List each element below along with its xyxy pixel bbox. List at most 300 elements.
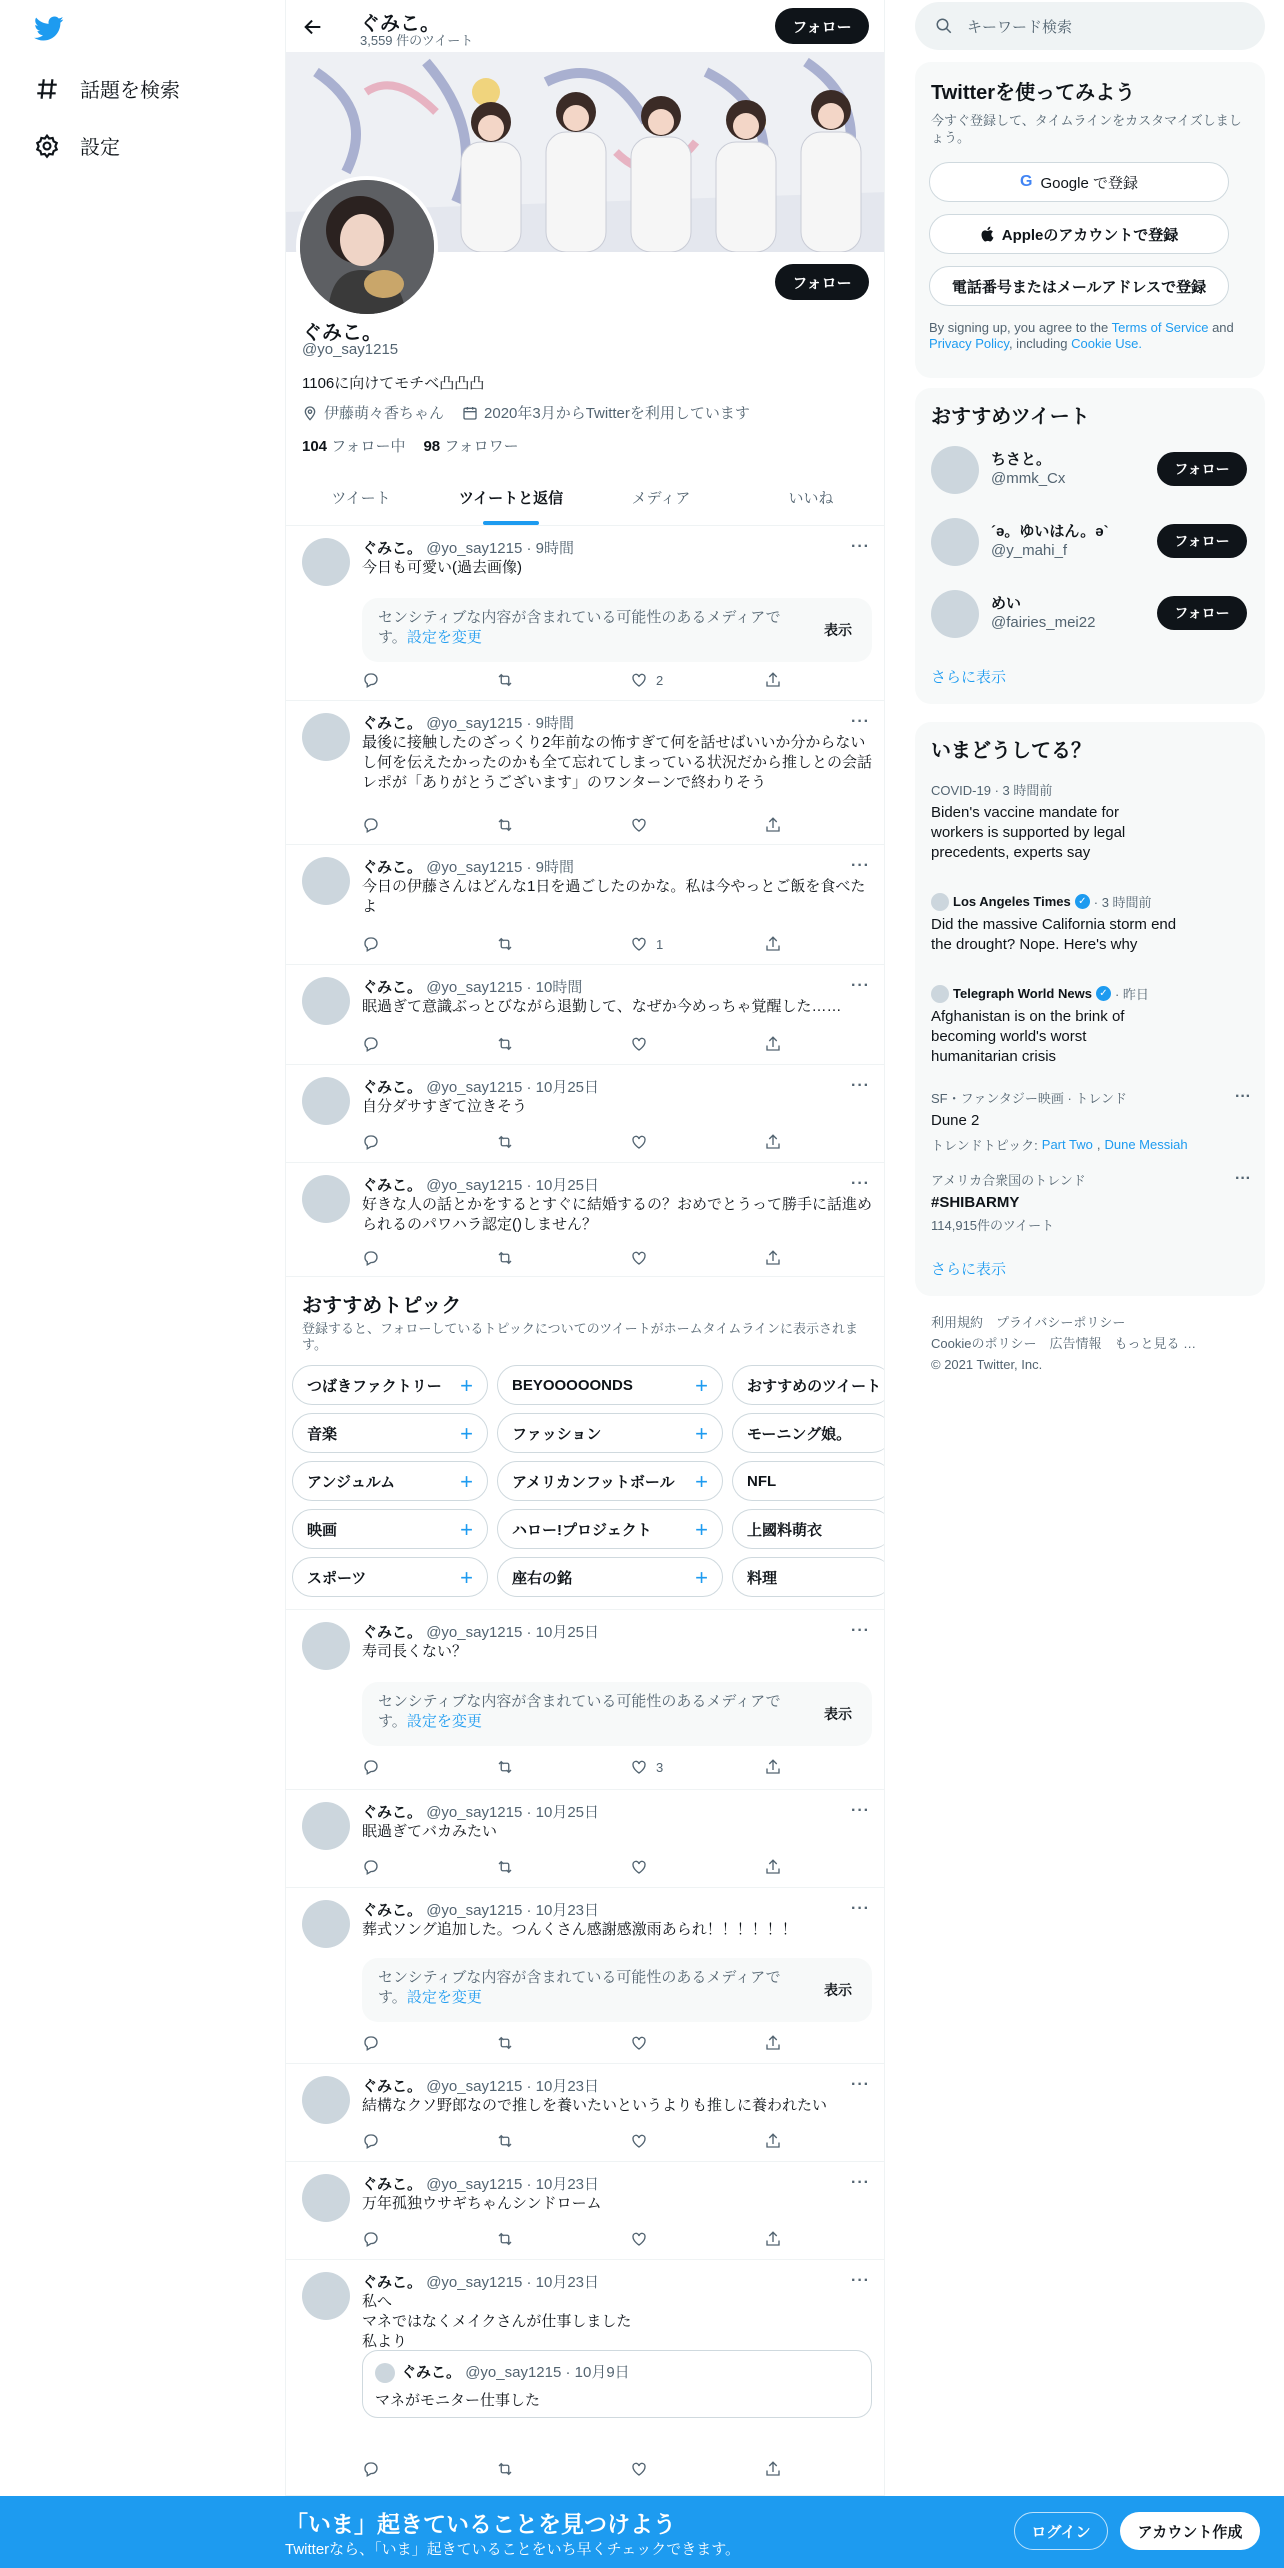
tab-tweets[interactable]: ツイート: [331, 490, 391, 507]
tweet-text: 葬式ソング追加した。つんくさん感謝感激雨あられ！！！！！！: [362, 1921, 797, 1938]
like-button[interactable]: [630, 816, 656, 834]
trend-headline: Did the massive California storm end the drought? Nope. Here's why: [931, 916, 1177, 953]
reply-button[interactable]: [362, 1858, 380, 1876]
following-label: フォロー中: [331, 438, 406, 455]
tweet-more-icon[interactable]: ···: [851, 538, 870, 555]
tweet-author-name[interactable]: ぐみこ。: [362, 859, 423, 876]
tweet-actions: [362, 2230, 782, 2250]
profile-tabs: [286, 470, 885, 526]
share-button[interactable]: [764, 1035, 782, 1053]
reply-button[interactable]: [362, 1249, 380, 1267]
topic-chip-label: おすすめのツイート: [747, 1377, 882, 1395]
tweet-author-name[interactable]: ぐみこ。: [362, 715, 423, 732]
reply-button[interactable]: [362, 2460, 380, 2478]
like-button[interactable]: [630, 1133, 656, 1151]
tweet-more-icon[interactable]: ···: [851, 2076, 870, 2093]
user-follow-button[interactable]: フォロー: [1157, 596, 1247, 630]
topic-chip[interactable]: [292, 1461, 488, 1501]
share-button[interactable]: [764, 1133, 782, 1151]
main-column: [285, 0, 885, 2568]
topic-chip[interactable]: [292, 1365, 488, 1405]
trend-item[interactable]: [931, 1170, 1251, 1234]
user-avatar[interactable]: [931, 590, 979, 638]
reply-button[interactable]: [362, 935, 380, 953]
footer-links-2[interactable]: Cookieのポリシー 広告情報 もっと見る …: [931, 1336, 1197, 1351]
topic-chip[interactable]: [497, 1413, 723, 1453]
share-icon: [764, 671, 782, 689]
terms-and: and: [1212, 320, 1234, 335]
tweet[interactable]: [286, 1790, 885, 1888]
tweet-author-handle: @yo_say1215: [426, 1804, 523, 1821]
reply-button[interactable]: [362, 2230, 380, 2248]
tweet-time[interactable]: 10月25日: [535, 1624, 600, 1641]
tweet[interactable]: [286, 2162, 885, 2260]
tweet-time[interactable]: 10時間: [535, 979, 583, 996]
topic-chip-label: 座右の銘: [512, 1569, 573, 1587]
share-button[interactable]: [764, 2230, 782, 2248]
tweet-separator: ·: [522, 1804, 536, 1821]
topic-chip[interactable]: [497, 1461, 723, 1501]
plus-icon: +: [695, 1373, 708, 1398]
topic-chip[interactable]: [732, 1557, 885, 1597]
tweet-text: 自分ダサすぎて泣きそう: [362, 1098, 528, 1115]
share-icon: [764, 1758, 782, 1776]
like-button[interactable]: [630, 1249, 656, 1267]
retweet-button[interactable]: [496, 2230, 514, 2248]
trend-meta: アメリカ合衆国のトレンド: [931, 1173, 1086, 1188]
topic-chip-label: モーニング娘。: [747, 1425, 852, 1443]
like-button[interactable]: [630, 2034, 656, 2052]
followers-label: フォロワー: [444, 438, 519, 455]
recommend-show-more[interactable]: さらに表示: [931, 669, 1007, 686]
retweet-button[interactable]: [496, 1858, 514, 1876]
share-button[interactable]: [764, 1858, 782, 1876]
share-button[interactable]: [764, 1758, 782, 1776]
trend-more-icon[interactable]: ···: [1235, 1170, 1251, 1187]
tweet-text: 好きな人の話とかをするとすぐに結婚するの？おめでとうって勝手に話進められるのパワハラ認定()しません？: [362, 1196, 873, 1233]
plus-icon: +: [695, 1565, 708, 1590]
tweet-author-name[interactable]: ぐみこ。: [362, 1804, 423, 1821]
user-name: めい: [991, 595, 1022, 612]
terms-link[interactable]: Terms of Service: [1111, 320, 1209, 335]
tweet-avatar[interactable]: [302, 2076, 350, 2124]
like-heart-icon: [630, 1035, 648, 1053]
retweet-button[interactable]: [496, 1758, 514, 1776]
tweet-header: [362, 2075, 599, 2096]
tweet-time[interactable]: 10月25日: [535, 1079, 600, 1096]
sensitive-settings-link[interactable]: 設定を変更: [406, 1713, 482, 1730]
signup-button[interactable]: アカウント作成: [1120, 2512, 1260, 2550]
reply-icon: [362, 1035, 380, 1053]
tweet-more-icon[interactable]: ···: [851, 2174, 870, 2191]
share-button[interactable]: [764, 2132, 782, 2150]
trend-count: 114,915件のツイート: [931, 1218, 1055, 1233]
cookie-link[interactable]: Cookie Use.: [1071, 336, 1142, 351]
signup-box: [915, 62, 1265, 378]
share-button[interactable]: [764, 2460, 782, 2478]
reply-icon: [362, 935, 380, 953]
tweet-text: 眠過ぎてバカみたい: [362, 1823, 498, 1840]
tweet[interactable]: [286, 1610, 885, 1790]
topic-chip[interactable]: [732, 1461, 885, 1501]
sensitive-show-button[interactable]: 表示: [824, 1706, 852, 1722]
retweet-button[interactable]: [496, 816, 514, 834]
tweet-time[interactable]: 10月23日: [535, 2274, 600, 2291]
retweet-icon: [496, 935, 514, 953]
trend-item[interactable]: [931, 892, 1251, 955]
user-follow-button[interactable]: フォロー: [1157, 524, 1247, 558]
hashtag-icon: [34, 76, 60, 102]
quote-text: マネがモニター仕事した: [375, 2392, 541, 2410]
topics-title: おすすめトピック: [302, 1295, 462, 1317]
tweet-text: 万年孤独ウサギちゃんシンドローム: [362, 2195, 602, 2212]
tweet-time[interactable]: 10月25日: [535, 1177, 600, 1194]
user-follow-button[interactable]: フォロー: [1157, 452, 1247, 486]
tweet-avatar[interactable]: [302, 2272, 350, 2320]
sensitive-text: センシティブな内容が含まれている可能性のあるメディアです。: [378, 1969, 781, 2006]
tweet[interactable]: [286, 526, 885, 701]
tweet-actions: [362, 1249, 782, 1269]
topic-chip-label: アメリカンフットボール: [512, 1473, 675, 1491]
like-count: 3: [656, 1759, 664, 1775]
tweet-author-handle: @yo_say1215: [426, 859, 523, 876]
tweet-separator: ·: [522, 1624, 536, 1641]
reply-button[interactable]: [362, 816, 380, 834]
reply-button[interactable]: [362, 671, 380, 689]
tweet[interactable]: [286, 1888, 885, 2064]
like-heart-icon: [630, 1133, 648, 1151]
topic-chip-label: ハロー!プロジェクト: [512, 1521, 652, 1539]
nav-explore[interactable]: [34, 74, 180, 103]
tweet-more-icon[interactable]: ···: [851, 857, 870, 874]
sensitive-settings-link[interactable]: 設定を変更: [406, 629, 482, 646]
share-icon: [764, 1858, 782, 1876]
tweet-avatar[interactable]: [302, 857, 350, 905]
reply-button[interactable]: [362, 2034, 380, 2052]
tweet-more-icon[interactable]: ···: [851, 977, 870, 994]
tweet-time[interactable]: 10月23日: [535, 1902, 600, 1919]
nav-settings[interactable]: [34, 131, 120, 160]
gear-icon: [34, 133, 60, 159]
sensitive-settings-link[interactable]: 設定を変更: [406, 1989, 482, 2006]
tweet[interactable]: [286, 845, 885, 965]
tweet-header: [362, 1076, 599, 1097]
tweet-avatar[interactable]: [302, 1077, 350, 1125]
recommended-user[interactable]: [931, 584, 1251, 644]
share-button[interactable]: [764, 816, 782, 834]
reply-icon: [362, 1133, 380, 1151]
signup-title: Twitterを使ってみよう: [931, 82, 1136, 104]
tweet-time[interactable]: 9時間: [535, 540, 574, 557]
tweet-author-handle: @yo_say1215: [426, 2078, 523, 2095]
recommended-topics: [286, 1277, 885, 1610]
topic-chip-label: アンジュルム: [307, 1473, 396, 1491]
tweet-header: [362, 537, 574, 558]
tweet-header: [362, 1621, 599, 1642]
nav-explore-label: 話題を検索: [80, 80, 180, 102]
topic-chip[interactable]: [732, 1413, 885, 1453]
tweet-time[interactable]: 9時間: [535, 715, 574, 732]
reply-button[interactable]: [362, 1133, 380, 1151]
tweet-author-name[interactable]: ぐみこ。: [362, 1902, 423, 1919]
topic-chip[interactable]: [292, 1509, 488, 1549]
share-button[interactable]: [764, 935, 782, 953]
trend-topics: トレンドトピック: Part Two , Dune Messiah: [931, 1137, 1188, 1153]
tweet-time[interactable]: 10月23日: [535, 2176, 600, 2193]
verified-badge-icon: ✓: [1075, 894, 1090, 909]
tweet-author-handle: @yo_say1215: [426, 979, 523, 996]
tweet-time[interactable]: 10月23日: [535, 2078, 600, 2095]
recommended-user[interactable]: [931, 512, 1251, 572]
like-heart-icon: [630, 935, 648, 953]
tweet-author-name[interactable]: ぐみこ。: [362, 2274, 423, 2291]
trend-more-icon[interactable]: ···: [1235, 1088, 1251, 1105]
topic-chip-label: つばきファクトリー: [307, 1377, 442, 1395]
tweet-avatar[interactable]: [302, 1175, 350, 1223]
tweet-separator: ·: [522, 540, 536, 557]
tweet[interactable]: [286, 965, 885, 1065]
tweet-header: [362, 712, 574, 733]
like-heart-icon: [630, 1249, 648, 1267]
retweet-button[interactable]: [496, 935, 514, 953]
bottom-bar-subtitle: Twitterなら、「いま」起きていることをいち早くチェックできます。: [285, 2541, 741, 2558]
followers-link[interactable]: [423, 435, 518, 456]
topic-chip[interactable]: [292, 1557, 488, 1597]
topic-chip[interactable]: [497, 1557, 723, 1597]
profile-follow-button[interactable]: フォロー: [775, 264, 869, 300]
tweet[interactable]: [286, 1065, 885, 1163]
trend-meta: SF・ファンタジー映画 · トレンド: [931, 1091, 1128, 1106]
search-box[interactable]: [915, 2, 1265, 50]
topbar-name: ぐみこ。: [360, 13, 440, 35]
tweet-header: [362, 1174, 599, 1195]
retweet-button[interactable]: [496, 1249, 514, 1267]
tweet-avatar[interactable]: [302, 2174, 350, 2222]
like-button[interactable]: [630, 2230, 656, 2248]
google-signup-button[interactable]: [929, 162, 1229, 202]
tweet-author-name[interactable]: ぐみこ。: [362, 1624, 423, 1641]
tweet-author-handle: @yo_say1215: [426, 1177, 523, 1194]
trends-box: [915, 722, 1265, 1296]
tweet-avatar[interactable]: [302, 713, 350, 761]
tab-media[interactable]: メディア: [631, 490, 691, 507]
profile-bio: 1106に向けてモチベ凸凸凸: [302, 375, 485, 392]
footer-links-1[interactable]: 利用規約 プライバシーポリシー: [931, 1315, 1126, 1330]
tweet-author-name[interactable]: ぐみこ。: [362, 2176, 423, 2193]
like-count: 1: [656, 936, 664, 952]
apple-signup-button[interactable]: [929, 214, 1229, 254]
google-signup-label: Google で登録: [1040, 174, 1138, 192]
following-link[interactable]: [302, 435, 405, 456]
like-button[interactable]: [630, 1858, 656, 1876]
retweet-button[interactable]: [496, 1133, 514, 1151]
profile-name: ぐみこ。: [302, 322, 382, 344]
tweet-author-name[interactable]: ぐみこ。: [362, 1177, 423, 1194]
tweet-author-name[interactable]: ぐみこ。: [362, 540, 423, 557]
reply-icon: [362, 1858, 380, 1876]
plus-icon: +: [460, 1565, 473, 1590]
tweet-more-icon[interactable]: ···: [851, 2272, 870, 2289]
tweet-author-name[interactable]: ぐみこ。: [362, 1079, 423, 1096]
retweet-icon: [496, 1858, 514, 1876]
plus-icon: +: [695, 1469, 708, 1494]
followers-count: 98: [423, 438, 441, 455]
trend-topic-link[interactable]: Dune Messiah: [1104, 1137, 1188, 1152]
like-button[interactable]: [630, 1758, 663, 1776]
tweet-time[interactable]: 10月25日: [535, 1804, 600, 1821]
retweet-button[interactable]: [496, 2460, 514, 2478]
tweet-separator: ·: [522, 1079, 536, 1096]
tweet-author-handle: @yo_say1215: [426, 1624, 523, 1641]
retweet-button[interactable]: [496, 671, 514, 689]
user-avatar[interactable]: [931, 518, 979, 566]
trend-meta: COVID-19 · 3 時間前: [931, 783, 1053, 798]
retweet-icon: [496, 671, 514, 689]
twitter-logo-icon[interactable]: [34, 16, 64, 42]
retweet-button[interactable]: [496, 2034, 514, 2052]
profile-avatar[interactable]: [296, 176, 438, 318]
trend-item[interactable]: [931, 984, 1251, 1067]
phone-email-signup-button[interactable]: 電話番号またはメールアドレスで登録: [929, 266, 1229, 306]
like-button[interactable]: [630, 2132, 656, 2150]
topbar-follow-button[interactable]: フォロー: [775, 8, 869, 44]
like-heart-icon: [630, 671, 648, 689]
share-button[interactable]: [764, 671, 782, 689]
tweet-text: 今日の伊藤さんはどんな1日を過ごしたのかな。私は今やっとご飯を食べたよ: [362, 878, 866, 915]
tweet-author-handle: @yo_say1215: [426, 2274, 523, 2291]
topic-chip[interactable]: [497, 1509, 723, 1549]
tweet-author-name[interactable]: ぐみこ。: [362, 979, 423, 996]
share-icon: [764, 1035, 782, 1053]
retweet-button[interactable]: [496, 1035, 514, 1053]
topic-chip[interactable]: [732, 1509, 885, 1549]
profile-avatar-image: [300, 180, 434, 314]
share-button[interactable]: [764, 1249, 782, 1267]
trend-item[interactable]: [931, 780, 1251, 863]
reply-icon: [362, 2460, 380, 2478]
tweet-avatar[interactable]: [302, 1622, 350, 1670]
signup-terms: [929, 320, 1251, 352]
topic-chip-label: 映画: [307, 1521, 338, 1539]
retweet-icon: [496, 816, 514, 834]
like-count: 2: [656, 672, 664, 688]
tweet-more-icon[interactable]: ···: [851, 1900, 870, 1917]
recommend-title: おすすめツイート: [931, 406, 1090, 428]
quote-avatar: [375, 2363, 395, 2383]
tweet[interactable]: [286, 2260, 885, 2496]
quote-header: [375, 2361, 859, 2383]
retweet-icon: [496, 1133, 514, 1151]
tweet[interactable]: [286, 1163, 885, 1277]
sensitive-show-button[interactable]: 表示: [824, 1982, 852, 1998]
tweet-more-icon[interactable]: ···: [851, 1802, 870, 1819]
reply-icon: [362, 671, 380, 689]
privacy-link[interactable]: Privacy Policy: [929, 336, 1009, 351]
tweet-avatar[interactable]: [302, 977, 350, 1025]
tweet-time[interactable]: 9時間: [535, 859, 574, 876]
trend-item[interactable]: [931, 1088, 1251, 1154]
like-heart-icon: [630, 2132, 648, 2150]
tweet-more-icon[interactable]: ···: [851, 1622, 870, 1639]
tweet-author-handle: @yo_say1215: [426, 2176, 523, 2193]
user-handle: @mmk_Cx: [991, 470, 1066, 487]
reply-button[interactable]: [362, 2132, 380, 2150]
like-heart-icon: [630, 2230, 648, 2248]
tweet[interactable]: [286, 2064, 885, 2162]
reply-icon: [362, 2034, 380, 2052]
tab-likes[interactable]: いいね: [788, 490, 834, 507]
like-button[interactable]: [630, 2460, 656, 2478]
trend-topic-link[interactable]: Part Two: [1041, 1137, 1093, 1152]
tab-tweets-and-replies[interactable]: ツイートと返信: [436, 470, 586, 525]
quote-time: 10月9日: [574, 2364, 630, 2381]
back-arrow-icon[interactable]: [302, 16, 324, 38]
topic-chip[interactable]: [732, 1365, 885, 1405]
tweet-avatar[interactable]: [302, 1900, 350, 1948]
reply-button[interactable]: [362, 1758, 380, 1776]
share-button[interactable]: [764, 2034, 782, 2052]
tweet-more-icon[interactable]: ···: [851, 1077, 870, 1094]
profile-location: [302, 402, 444, 423]
sensitive-media-notice: [362, 1958, 872, 2022]
apple-icon: [980, 226, 994, 242]
terms-prefix: By signing up, you agree to the: [929, 320, 1109, 335]
tweet-more-icon[interactable]: ···: [851, 713, 870, 730]
tweet-more-icon[interactable]: ···: [851, 1175, 870, 1192]
user-avatar[interactable]: [931, 446, 979, 494]
like-button[interactable]: [630, 671, 663, 689]
reply-icon: [362, 1758, 380, 1776]
retweet-icon: [496, 1758, 514, 1776]
tweet-actions: [362, 816, 782, 836]
like-button[interactable]: [630, 935, 663, 953]
tweet-separator: ·: [522, 979, 536, 996]
retweet-icon: [496, 2230, 514, 2248]
tweet-author-name[interactable]: ぐみこ。: [362, 2078, 423, 2095]
sensitive-show-button[interactable]: 表示: [824, 622, 852, 638]
topic-chip[interactable]: [292, 1413, 488, 1453]
reply-button[interactable]: [362, 1035, 380, 1053]
sensitive-media-notice: [362, 1682, 872, 1746]
tweet-author-handle: @yo_say1215: [426, 540, 523, 557]
like-heart-icon: [630, 816, 648, 834]
tweet-avatar[interactable]: [302, 538, 350, 586]
quoted-tweet[interactable]: [362, 2350, 872, 2418]
user-name: ちさと。: [991, 451, 1052, 468]
bottom-bar-title: 「いま」起きていることを見つけよう: [285, 2511, 676, 2537]
like-heart-icon: [630, 2034, 648, 2052]
tweet-actions: [362, 2034, 782, 2054]
profile-handle: @yo_say1215: [302, 341, 399, 358]
login-button[interactable]: ログイン: [1014, 2512, 1108, 2550]
tweet-separator: ·: [522, 859, 536, 876]
retweet-button[interactable]: [496, 2132, 514, 2150]
recommended-user[interactable]: [931, 440, 1251, 500]
topics-subtitle: 登録すると、フォローしているトピックについてのツイートがホームタイムラインに表示されます。: [302, 1321, 859, 1352]
tweet-avatar[interactable]: [302, 1802, 350, 1850]
topic-chip[interactable]: [497, 1365, 723, 1405]
tweet-header: [362, 1899, 599, 1920]
like-button[interactable]: [630, 1035, 656, 1053]
footer-copyright: © 2021 Twitter, Inc.: [931, 1357, 1043, 1372]
profile-joined: [462, 402, 750, 423]
tweet[interactable]: [286, 701, 885, 845]
like-heart-icon: [630, 1758, 648, 1776]
retweet-icon: [496, 1249, 514, 1267]
like-heart-icon: [630, 1858, 648, 1876]
terms-including: , including: [1008, 336, 1068, 351]
trends-show-more[interactable]: さらに表示: [931, 1261, 1007, 1278]
